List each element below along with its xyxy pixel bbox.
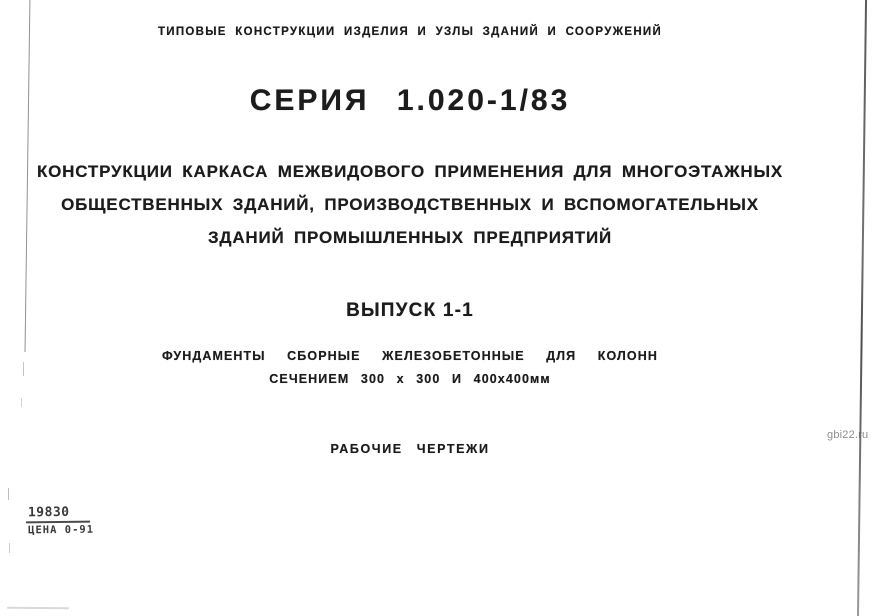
watermark-text: gbi22.ru [827, 429, 869, 441]
main-title [0, 155, 820, 254]
subtitle-line-2: СЕЧЕНИЕМ 300 x 300 И 400x400мм [269, 372, 551, 386]
series-title: СЕРИЯ 1.020-1/83 [249, 84, 571, 117]
stamp-price: ЦЕНА 0-91 [28, 523, 95, 537]
document-type-label: РАБОЧИЕ ЧЕРТЕЖИ [330, 442, 490, 456]
document-header-line: ТИПОВЫЕ КОНСТРУКЦИИ ИЗДЕЛИЯ И УЗЛЫ ЗДАНИЙ И СООРУЖЕНИЙ [157, 26, 663, 38]
issue-title: ВЫПУСК 1-1 [346, 300, 474, 321]
left-fold-dash [23, 362, 24, 376]
subtitle-line-1: ФУНДАМЕНТЫ СБОРНЫЕ ЖЕЛЕЗОБЕТОННЫЕ ДЛЯ КОЛОНН [162, 349, 658, 363]
main-title-line-3: ЗДАНИЙ ПРОМЫШЛЕННЫХ ПРЕДПРИЯТИЙ [207, 228, 613, 247]
right-fold-line [857, 0, 867, 616]
inventory-stamp [26, 501, 94, 537]
left-fold-dash [9, 543, 10, 553]
main-title-line-1: КОНСТРУКЦИИ КАРКАСА МЕЖВИДОВОГО ПРИМЕНЕНИЯ ДЛЯ МНОГОЭТАЖНЫХ [36, 162, 784, 181]
stamp-number: 19830 [26, 505, 90, 524]
left-fold-dash [21, 398, 22, 407]
main-title-line-2: ОБЩЕСТВЕННЫХ ЗДАНИЙ, ПРОИЗВОДСТВЕННЫХ И ВСПОМОГАТЕЛЬНЫХ [61, 195, 759, 214]
left-fold-dash [8, 488, 9, 500]
